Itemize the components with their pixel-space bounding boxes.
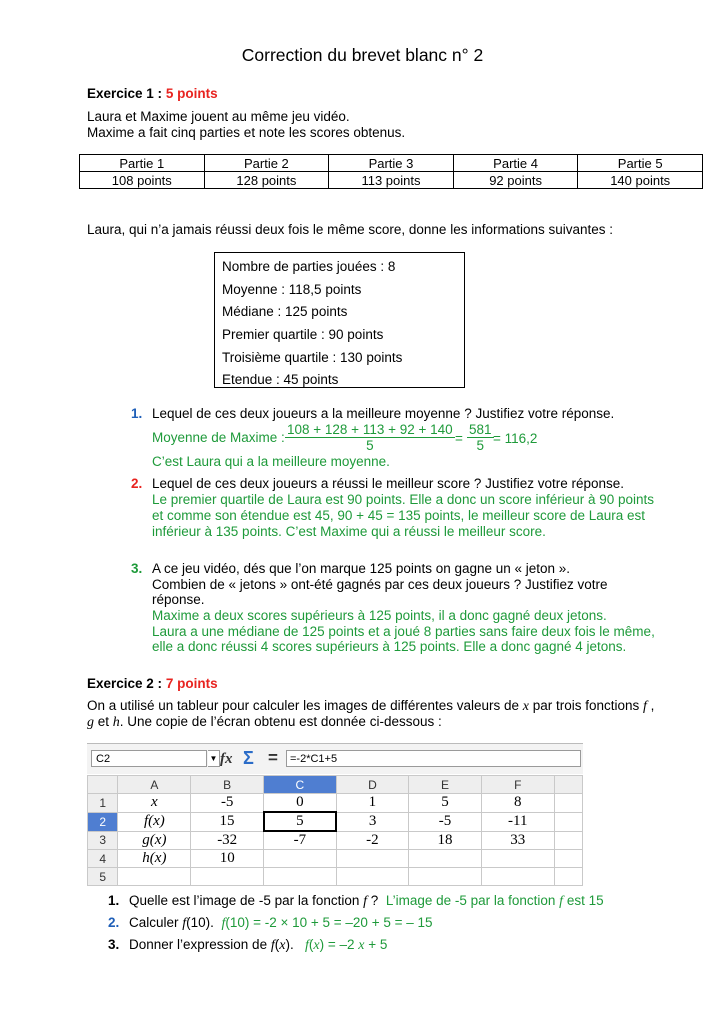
column-header-b[interactable]: B: [191, 776, 264, 794]
fraction-numerator: 108 + 128 + 113 + 92 + 140: [287, 422, 453, 437]
row-header[interactable]: 1: [88, 794, 118, 813]
spreadsheet-cell[interactable]: [409, 850, 482, 868]
spreadsheet-cell[interactable]: 5: [409, 794, 482, 813]
spreadsheet-cell[interactable]: h(x): [118, 850, 191, 868]
question-text: A ce jeu vidéo, dés que l’on marque 125 points on gagne un « jeton ».: [152, 561, 571, 576]
info-line: Moyenne : 118,5 points: [222, 281, 362, 297]
corner-cell[interactable]: [88, 776, 118, 794]
answer-text: C’est Laura qui a la meilleure moyenne.: [152, 454, 390, 469]
question-text: (10).: [186, 915, 214, 930]
function-wizard-icon[interactable]: fx: [220, 751, 233, 767]
question-number: 1.: [131, 406, 143, 421]
var-f: f: [559, 894, 564, 909]
question-number: 3.: [131, 561, 143, 576]
answer-label: Moyenne de Maxime :: [152, 430, 285, 445]
info-line: Nombre de parties jouées : 8: [222, 259, 396, 274]
ex2-question-3: Donner l’expression de f(x). f(x) = –2 x + 5: [129, 937, 388, 953]
question-text: Lequel de ces deux joueurs a réussi le meilleur score ? Justifiez votre réponse.: [152, 476, 624, 491]
question-number: 1.: [108, 893, 120, 908]
spreadsheet-cell[interactable]: 0: [264, 794, 337, 813]
ex2-question-2: [129, 915, 433, 932]
question-text: réponse.: [152, 592, 205, 607]
exercise1-heading: [87, 86, 218, 101]
table-header-cell: Partie 5: [578, 155, 703, 172]
spreadsheet-cell[interactable]: [481, 868, 554, 886]
column-header-a[interactable]: A: [118, 776, 191, 794]
fraction-result: [467, 422, 494, 453]
column-header-f[interactable]: F: [481, 776, 554, 794]
spreadsheet-cell[interactable]: f(x): [118, 812, 191, 831]
exercise1-points: 5 points: [165, 86, 218, 101]
spreadsheet-cell[interactable]: [481, 850, 554, 868]
var-f: f: [363, 894, 368, 909]
spreadsheet-cell[interactable]: [409, 868, 482, 886]
exercise2-heading: [87, 676, 218, 691]
spreadsheet-screenshot: [87, 743, 583, 886]
spreadsheet-cell[interactable]: 8: [481, 794, 554, 813]
var-x: x: [358, 938, 365, 953]
var-x: x: [279, 938, 286, 953]
cell-reference-box[interactable]: C2: [91, 750, 207, 767]
answer-text: Laura a une médiane de 125 points et a joué 8 parties sans faire deux fois le même,: [152, 624, 655, 639]
exercise2-intro-2: [87, 714, 442, 731]
table-row: [80, 172, 703, 189]
spreadsheet-cell[interactable]: -32: [191, 831, 264, 850]
question-text: Donner l’expression de: [129, 937, 271, 952]
question-text: Quelle est l’image de -5 par la fonction: [129, 893, 364, 908]
table-header-row: [80, 155, 703, 172]
mean-result: = 116,2: [493, 431, 538, 446]
spreadsheet-cell[interactable]: [336, 850, 409, 868]
equals-sign: =: [455, 431, 463, 446]
spreadsheet-cell[interactable]: 3: [336, 812, 409, 831]
spreadsheet-cell[interactable]: 33: [481, 831, 554, 850]
spreadsheet-cell[interactable]: [554, 831, 582, 850]
spreadsheet-cell[interactable]: [554, 850, 582, 868]
maxime-scores-table: [79, 154, 703, 189]
spreadsheet-cell[interactable]: -5: [191, 794, 264, 813]
row-header[interactable]: 3: [88, 831, 118, 850]
fraction-denominator: 5: [476, 438, 485, 453]
spreadsheet-cell[interactable]: 15: [191, 812, 264, 831]
spreadsheet-cell[interactable]: [264, 850, 337, 868]
spreadsheet-grid: [87, 775, 583, 886]
sum-icon[interactable]: Σ: [243, 748, 254, 768]
exercise1-label: Exercice 1 :: [87, 86, 163, 101]
question-text: Lequel de ces deux joueurs a la meilleure moyenne ? Justifiez votre réponse.: [152, 406, 615, 421]
spreadsheet-cell[interactable]: 1: [336, 794, 409, 813]
spreadsheet-cell[interactable]: [554, 812, 582, 831]
answer-text: inférieur à 135 points. C’est Maxime qui a réussi le meilleur score.: [152, 524, 546, 539]
table-cell: 92 points: [453, 172, 578, 189]
spreadsheet-cell[interactable]: x: [118, 794, 191, 813]
table-header-cell: Partie 3: [329, 155, 454, 172]
var-f: f: [643, 699, 647, 714]
spreadsheet-cell[interactable]: 18: [409, 831, 482, 850]
answer-text: elle a donc réussi 4 scores supérieurs à 125 points. Elle a donc gagné 4 jetons.: [152, 639, 627, 654]
table-row: [88, 850, 583, 868]
answer-text: f(x) = –2 x + 5: [304, 937, 388, 953]
answer-text: et comme son étendue est 45, 90 + 45 = 135 points, le meilleur score de Laura est: [152, 508, 646, 523]
spreadsheet-cell[interactable]: [554, 868, 582, 886]
exercise2-points: 7 points: [165, 676, 218, 691]
question-text: ?: [367, 893, 379, 908]
table-row: [88, 812, 583, 831]
column-header-e[interactable]: E: [409, 776, 482, 794]
spreadsheet-cell[interactable]: [554, 794, 582, 813]
info-line: Etendue : 45 points: [222, 372, 339, 388]
question-number: 2.: [108, 915, 120, 930]
table-row: [88, 794, 583, 813]
intro-text: On a utilisé un tableur pour calculer les images de différentes valeurs de: [87, 698, 523, 713]
var-g: g: [87, 715, 94, 730]
info-line: Premier quartile : 90 points: [222, 327, 384, 343]
row-header[interactable]: 5: [88, 868, 118, 886]
table-row: [88, 868, 583, 886]
question-number: 3.: [108, 937, 120, 952]
intro-text: ,: [646, 698, 655, 713]
page-title: Correction du brevet blanc n° 2: [241, 45, 484, 65]
var-x: x: [313, 938, 320, 953]
intro-text: par trois fonctions: [528, 698, 644, 713]
table-row: [88, 831, 583, 850]
question-number: 2.: [131, 476, 143, 491]
column-header-d[interactable]: D: [336, 776, 409, 794]
answer-text: Maxime a deux scores supérieurs à 125 points, il a donc gagné deux jetons.: [152, 608, 607, 623]
spreadsheet-cell[interactable]: g(x): [118, 831, 191, 850]
var-f: f: [270, 938, 275, 953]
spreadsheet-cell[interactable]: [118, 868, 191, 886]
var-x: x: [522, 699, 529, 714]
var-f: f: [304, 938, 309, 953]
formula-bar: [87, 744, 583, 774]
spreadsheet-cell[interactable]: -7: [264, 831, 337, 850]
question-text: Calculer: [129, 915, 183, 930]
formula-input[interactable]: =-2*C1+5: [286, 750, 581, 767]
table-cell: 140 points: [578, 172, 703, 189]
intro-text: et: [94, 714, 113, 729]
table-cell: 108 points: [80, 172, 205, 189]
intro-text: . Une copie de l’écran obtenu est donnée ci-dessous :: [119, 714, 442, 729]
table-cell: 113 points: [329, 172, 454, 189]
table-cell: 128 points: [204, 172, 329, 189]
info-line: Médiane : 125 points: [222, 304, 348, 320]
spreadsheet-cell[interactable]: -2: [336, 831, 409, 850]
answer-text: Le premier quartile de Laura est 90 points. Elle a donc un score inférieur à 90 points: [152, 492, 655, 507]
table-header-cell: Partie 4: [453, 155, 578, 172]
answer-text: L’image de -5 par la fonction f est 15: [385, 893, 604, 909]
selected-cell[interactable]: 5: [264, 812, 337, 831]
column-header-row: [88, 776, 583, 794]
exercise1-intro-1: Laura et Maxime jouent au même jeu vidéo.: [87, 109, 350, 124]
spreadsheet-cell[interactable]: -11: [481, 812, 554, 831]
spreadsheet-cell[interactable]: 10: [191, 850, 264, 868]
chevron-down-icon[interactable]: ▼: [208, 750, 220, 767]
spreadsheet-cell[interactable]: [264, 868, 337, 886]
exercise1-intro-2: Maxime a fait cinq parties et note les scores obtenus.: [87, 125, 406, 140]
var-h: h: [112, 715, 120, 730]
question-text: Combien de « jetons » ont-été gagnés par ces deux joueurs ? Justifiez votre: [152, 577, 608, 592]
laura-info-box: [214, 252, 465, 388]
spreadsheet-cell[interactable]: [336, 868, 409, 886]
var-f: f: [221, 916, 226, 931]
row-header[interactable]: 2: [88, 812, 118, 831]
column-header-c[interactable]: C: [264, 776, 337, 794]
equals-function-icon[interactable]: =: [268, 748, 278, 767]
info-line: Troisième quartile : 130 points: [222, 349, 403, 365]
table-header-cell: Partie 2: [204, 155, 329, 172]
var-f: f: [182, 916, 187, 931]
spreadsheet-cell[interactable]: -5: [409, 812, 482, 831]
fraction-sum: [285, 422, 455, 453]
exercise2-label: Exercice 2 :: [87, 676, 163, 691]
ex2-question-1: [129, 893, 604, 910]
fraction-denominator: 5: [366, 438, 374, 453]
row-header[interactable]: 4: [88, 850, 118, 868]
table-header-cell: Partie 1: [80, 155, 205, 172]
fraction-numerator: 581: [469, 422, 492, 437]
exercise2-intro-1: [87, 698, 654, 715]
answer-text: f(10) = -2 × 10 + 5 = –20 + 5 = – 15: [221, 915, 433, 931]
column-header-extra[interactable]: [554, 776, 582, 794]
laura-intro: Laura, qui n’a jamais réussi deux fois le même score, donne les informations suivantes :: [87, 222, 614, 237]
spreadsheet-cell[interactable]: [191, 868, 264, 886]
